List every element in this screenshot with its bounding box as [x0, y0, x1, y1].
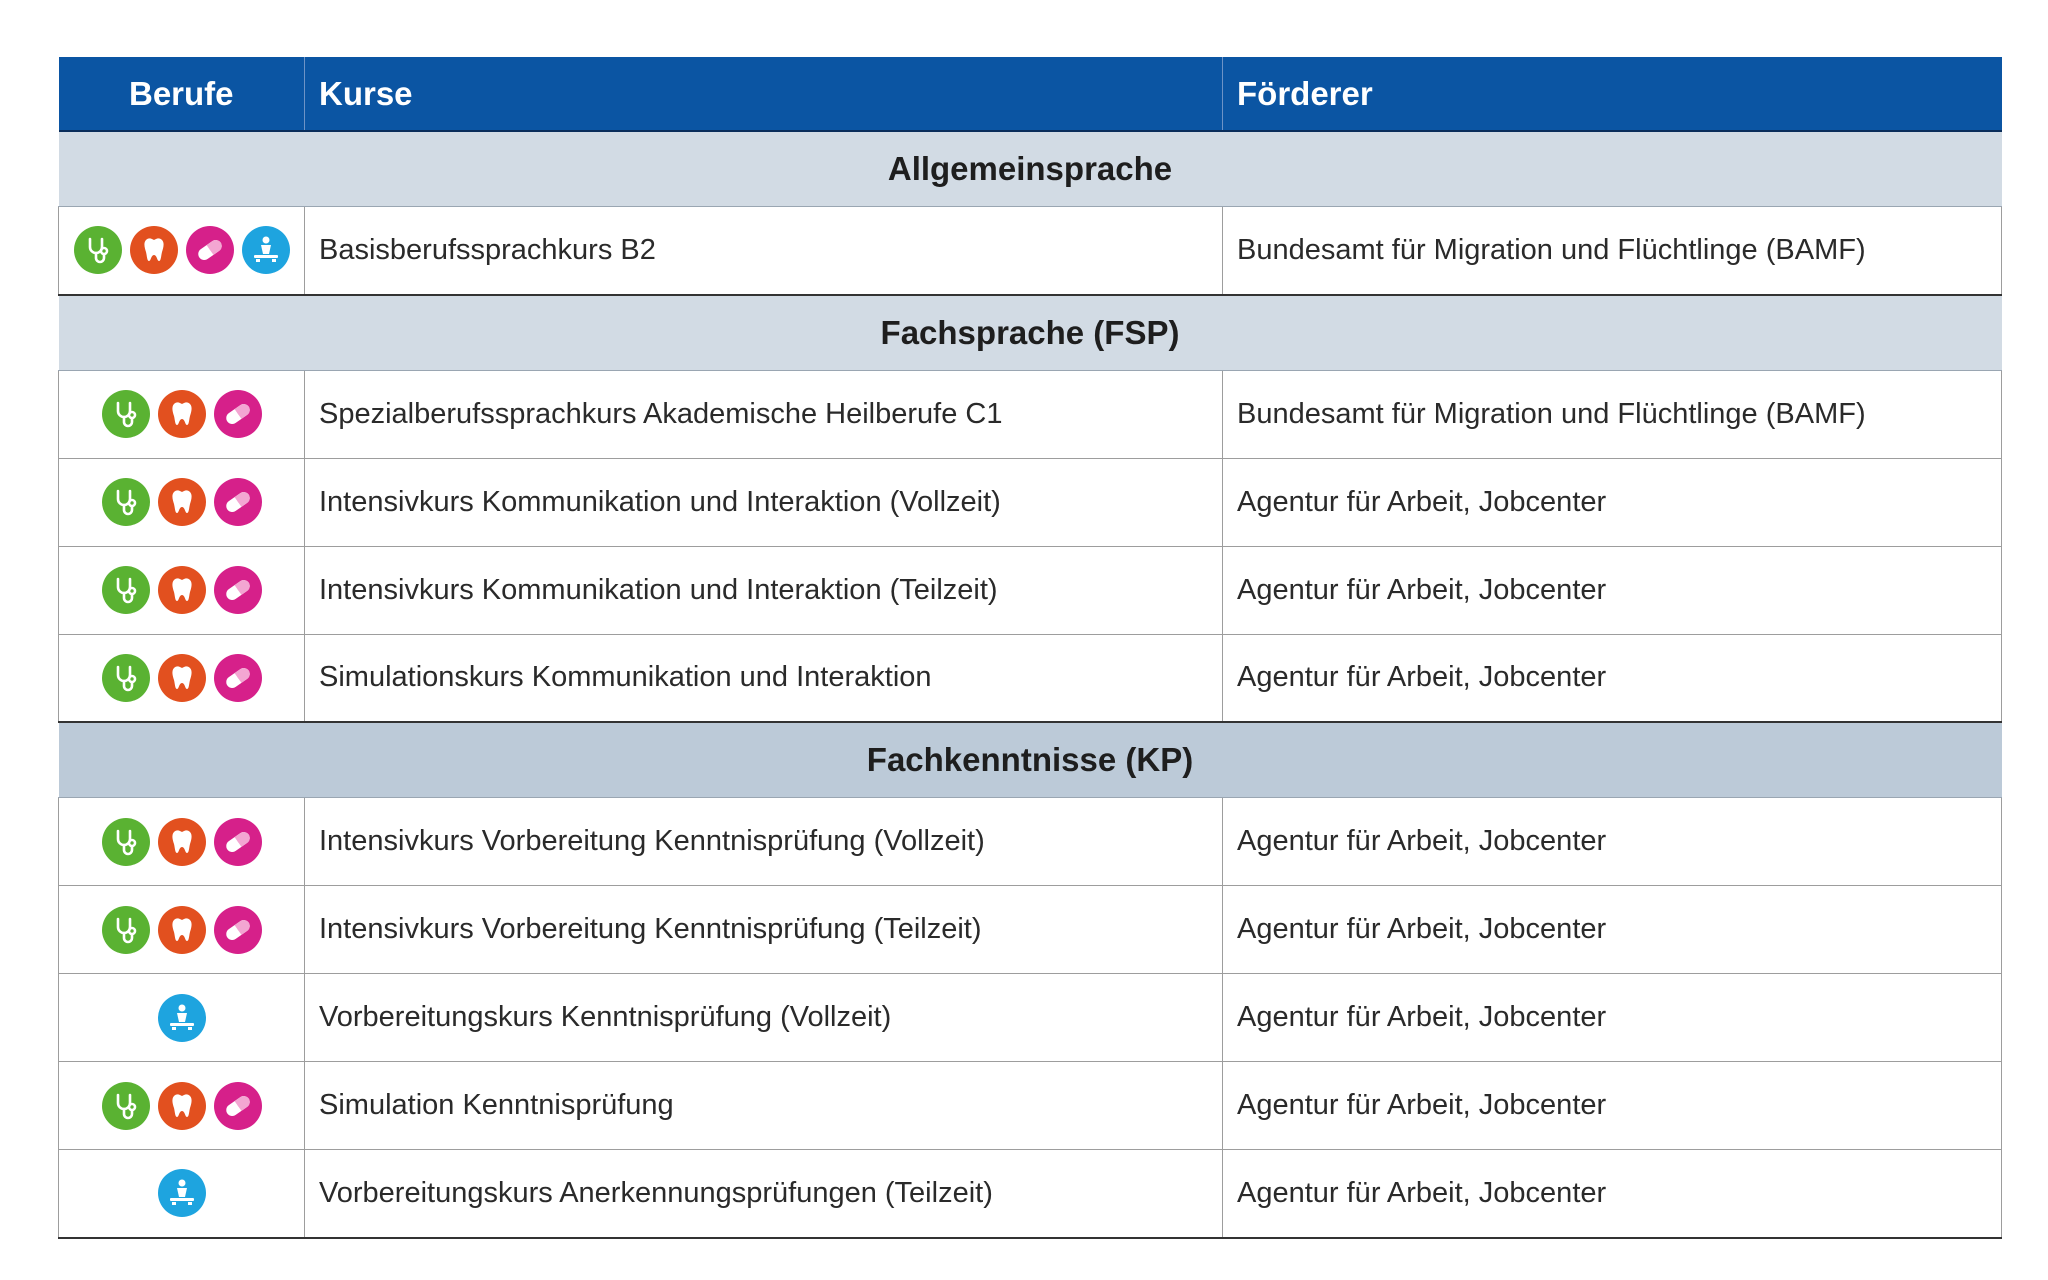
pill-icon [186, 226, 234, 274]
tooth-icon [158, 478, 206, 526]
course-table [58, 57, 2002, 1239]
professions-cell [59, 634, 305, 722]
section-row [59, 722, 2002, 798]
table-row [59, 974, 2002, 1062]
tooth-icon [158, 654, 206, 702]
funder-cell: Agentur für Arbeit, Jobcenter [1223, 458, 2002, 546]
tooth-icon [158, 390, 206, 438]
column-header-professions: Berufe [59, 57, 305, 131]
funder-cell: Bundesamt für Migration und Flüchtlinge (BAMF) [1223, 207, 2002, 295]
table-row [59, 458, 2002, 546]
section-title: Fachsprache (FSP) [59, 295, 2002, 371]
funder-cell: Agentur für Arbeit, Jobcenter [1223, 1150, 2002, 1238]
section-title: Fachkenntnisse (KP) [59, 722, 2002, 798]
pill-icon [214, 566, 262, 614]
funder-cell: Agentur für Arbeit, Jobcenter [1223, 546, 2002, 634]
section-title: Allgemeinsprache [59, 131, 2002, 207]
funder-cell: Agentur für Arbeit, Jobcenter [1223, 798, 2002, 886]
tooth-icon [158, 566, 206, 614]
stethoscope-icon [102, 654, 150, 702]
physiotherapy-icon [158, 994, 206, 1042]
column-header-courses: Kurse [305, 57, 1223, 131]
professions-cell [59, 546, 305, 634]
stethoscope-icon [74, 226, 122, 274]
stethoscope-icon [102, 1082, 150, 1130]
table-row [59, 546, 2002, 634]
course-cell: Spezialberufssprachkurs Akademische Heilberufe C1 [305, 370, 1223, 458]
tooth-icon [158, 906, 206, 954]
professions-cell [59, 886, 305, 974]
tooth-icon [158, 818, 206, 866]
stethoscope-icon [102, 390, 150, 438]
physiotherapy-icon [242, 226, 290, 274]
section-row [59, 295, 2002, 371]
pill-icon [214, 478, 262, 526]
pill-icon [214, 1082, 262, 1130]
stethoscope-icon [102, 566, 150, 614]
course-cell: Intensivkurs Vorbereitung Kenntnisprüfung (Vollzeit) [305, 798, 1223, 886]
table-row [59, 207, 2002, 295]
tooth-icon [158, 1082, 206, 1130]
stethoscope-icon [102, 906, 150, 954]
course-cell: Intensivkurs Kommunikation und Interaktion (Vollzeit) [305, 458, 1223, 546]
table-row [59, 886, 2002, 974]
table-row [59, 1062, 2002, 1150]
table-body [59, 131, 2002, 1238]
table-row [59, 798, 2002, 886]
professions-cell [59, 458, 305, 546]
funder-cell: Agentur für Arbeit, Jobcenter [1223, 1062, 2002, 1150]
tooth-icon [130, 226, 178, 274]
professions-cell [59, 974, 305, 1062]
course-cell: Vorbereitungskurs Kenntnisprüfung (Vollzeit) [305, 974, 1223, 1062]
stethoscope-icon [102, 818, 150, 866]
funder-cell: Agentur für Arbeit, Jobcenter [1223, 634, 2002, 722]
funder-cell: Bundesamt für Migration und Flüchtlinge (BAMF) [1223, 370, 2002, 458]
professions-cell [59, 1062, 305, 1150]
section-row [59, 131, 2002, 207]
professions-cell [59, 798, 305, 886]
pill-icon [214, 906, 262, 954]
funder-cell: Agentur für Arbeit, Jobcenter [1223, 886, 2002, 974]
stethoscope-icon [102, 478, 150, 526]
course-cell: Intensivkurs Vorbereitung Kenntnisprüfung (Teilzeit) [305, 886, 1223, 974]
table-row [59, 634, 2002, 722]
table-row [59, 370, 2002, 458]
pill-icon [214, 654, 262, 702]
pill-icon [214, 390, 262, 438]
table-header-row [59, 57, 2002, 131]
professions-cell [59, 207, 305, 295]
table-row [59, 1150, 2002, 1238]
professions-cell [59, 1150, 305, 1238]
pill-icon [214, 818, 262, 866]
physiotherapy-icon [158, 1169, 206, 1217]
professions-cell [59, 370, 305, 458]
course-cell: Vorbereitungskurs Anerkennungsprüfungen (Teilzeit) [305, 1150, 1223, 1238]
funder-cell: Agentur für Arbeit, Jobcenter [1223, 974, 2002, 1062]
course-cell: Basisberufssprachkurs B2 [305, 207, 1223, 295]
course-cell: Intensivkurs Kommunikation und Interaktion (Teilzeit) [305, 546, 1223, 634]
course-cell: Simulation Kenntnisprüfung [305, 1062, 1223, 1150]
course-cell: Simulationskurs Kommunikation und Interaktion [305, 634, 1223, 722]
column-header-funders: Förderer [1223, 57, 2002, 131]
